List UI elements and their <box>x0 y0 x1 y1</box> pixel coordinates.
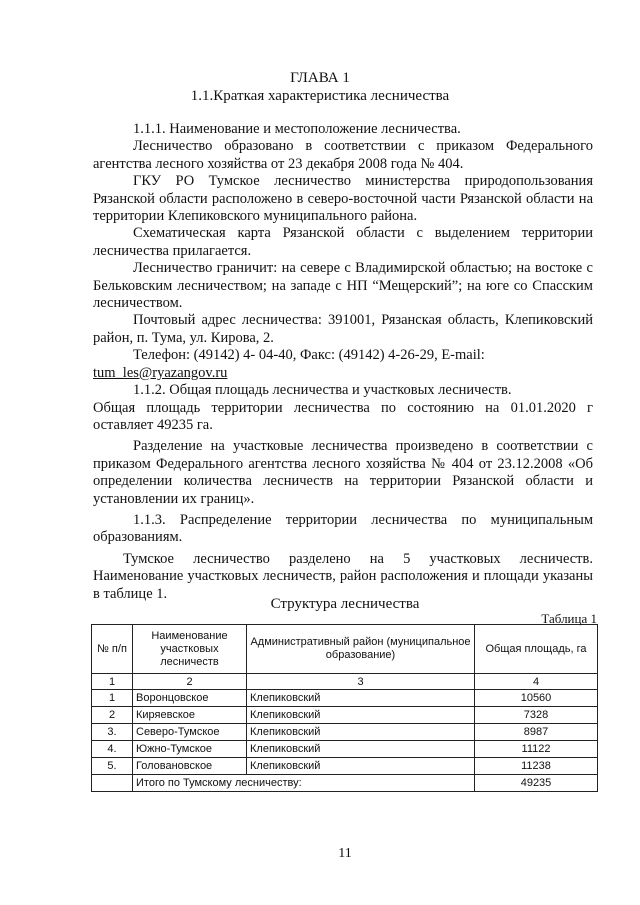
row-district: Клепиковский <box>247 707 475 724</box>
header-name: Наименование участковых лесничеств <box>133 625 247 674</box>
row-num: 5. <box>92 758 133 775</box>
table-row <box>92 724 598 741</box>
total-area: 49235 <box>475 775 598 792</box>
row-num: 2 <box>92 707 133 724</box>
section-heading: 1.1.Краткая характеристика лесничества <box>190 88 450 104</box>
header-area: Общая площадь, га <box>475 625 598 674</box>
table-row <box>92 741 598 758</box>
row-num: 1 <box>92 690 133 707</box>
table-row <box>92 690 598 707</box>
column-number: 4 <box>475 674 598 690</box>
column-number: 2 <box>133 674 247 690</box>
column-number: 3 <box>247 674 475 690</box>
paragraph-1-1-3: 1.1.3. Распределение территории лесничества по муниципальным образованиям. <box>93 511 593 546</box>
row-num: 4. <box>92 741 133 758</box>
row-district: Клепиковский <box>247 741 475 758</box>
table-row <box>92 707 598 724</box>
table-header-row <box>92 625 598 674</box>
row-name: Южно-Тумское <box>133 741 247 758</box>
row-name: Головановское <box>133 758 247 775</box>
paragraph-division: Разделение на участковые лесничества произведено в соответствии с приказом Федерального агентства лесного хозяйства № 404 от 23.12.2008 «Об определении количества лесничеств на территории Рязанской области и установлении их границ». <box>93 438 593 507</box>
column-number-row <box>92 674 598 690</box>
paragraph-borders: Лесничество граничит: на севере с Владимирской областью; на востоке с Бельковским лесничеством; на западе с НП “Мещерский”; на юге со Спасским лесничеством. <box>93 260 593 312</box>
table-title: Структура лесничества <box>270 596 420 612</box>
contacts-text: Телефон: (49142) 4- 04-40, Факс: (49142) 4-26-29, E-mail: <box>133 347 485 364</box>
paragraph-location: ГКУ РО Тумское лесничество министерства природопользования Рязанской области расположено в северо-восточной части Рязанской области на территории Клепиковского муниципального района. <box>93 173 593 225</box>
paragraph-districts: Тумское лесничество разделено на 5 участковых лесничеств. Наименование участковых лесничеств, район расположения и площади указаны в таблице 1. <box>93 550 593 602</box>
row-district: Клепиковский <box>247 724 475 741</box>
row-name: Северо-Тумское <box>133 724 247 741</box>
row-area: 10560 <box>475 690 598 707</box>
row-name: Киряевское <box>133 707 247 724</box>
row-area: 11122 <box>475 741 598 758</box>
email-link[interactable]: tum_les@ryazangov.ru <box>93 364 228 381</box>
page-number: 11 <box>338 846 352 861</box>
header-district: Административный район (муниципальное образование) <box>247 625 475 674</box>
table-caption: Таблица 1 <box>541 611 597 626</box>
paragraph-founding: Лесничество образовано в соответствии с приказом Федерального агентства лесного хозяйства от 23 декабря 2008 года № 404. <box>93 138 593 172</box>
forestry-structure-table <box>91 624 598 792</box>
column-number: 1 <box>92 674 133 690</box>
paragraph-map: Схематическая карта Рязанской области с выделением территории лесничества прилагается. <box>93 225 593 259</box>
row-district: Клепиковский <box>247 690 475 707</box>
row-district: Клепиковский <box>247 758 475 775</box>
table-row <box>92 758 598 775</box>
paragraph-address: Почтовый адрес лесничества: 391001, Рязанская область, Клепиковский район, п. Тума, ул. Кирова, 2. <box>93 312 593 346</box>
paragraph-contacts <box>93 347 593 382</box>
paragraph-1-1-1: 1.1.1. Наименование и местоположение лесничества. <box>133 121 461 137</box>
total-label: Итого по Тумскому лесничеству: <box>133 775 475 792</box>
header-num: № п/п <box>92 625 133 674</box>
row-area: 11238 <box>475 758 598 775</box>
body-text <box>93 121 593 603</box>
row-area: 8987 <box>475 724 598 741</box>
table-total-row <box>92 775 598 792</box>
paragraph-1-1-2: 1.1.2. Общая площадь лесничества и участковых лесничеств. <box>133 382 512 399</box>
row-area: 7328 <box>475 707 598 724</box>
chapter-heading: ГЛАВА 1 <box>290 70 350 86</box>
total-empty-cell <box>92 775 133 792</box>
row-name: Воронцовское <box>133 690 247 707</box>
row-num: 3. <box>92 724 133 741</box>
paragraph-total-area: Общая площадь территории лесничества по состоянию на 01.01.2020 г оставляет 49235 га. <box>93 399 593 433</box>
